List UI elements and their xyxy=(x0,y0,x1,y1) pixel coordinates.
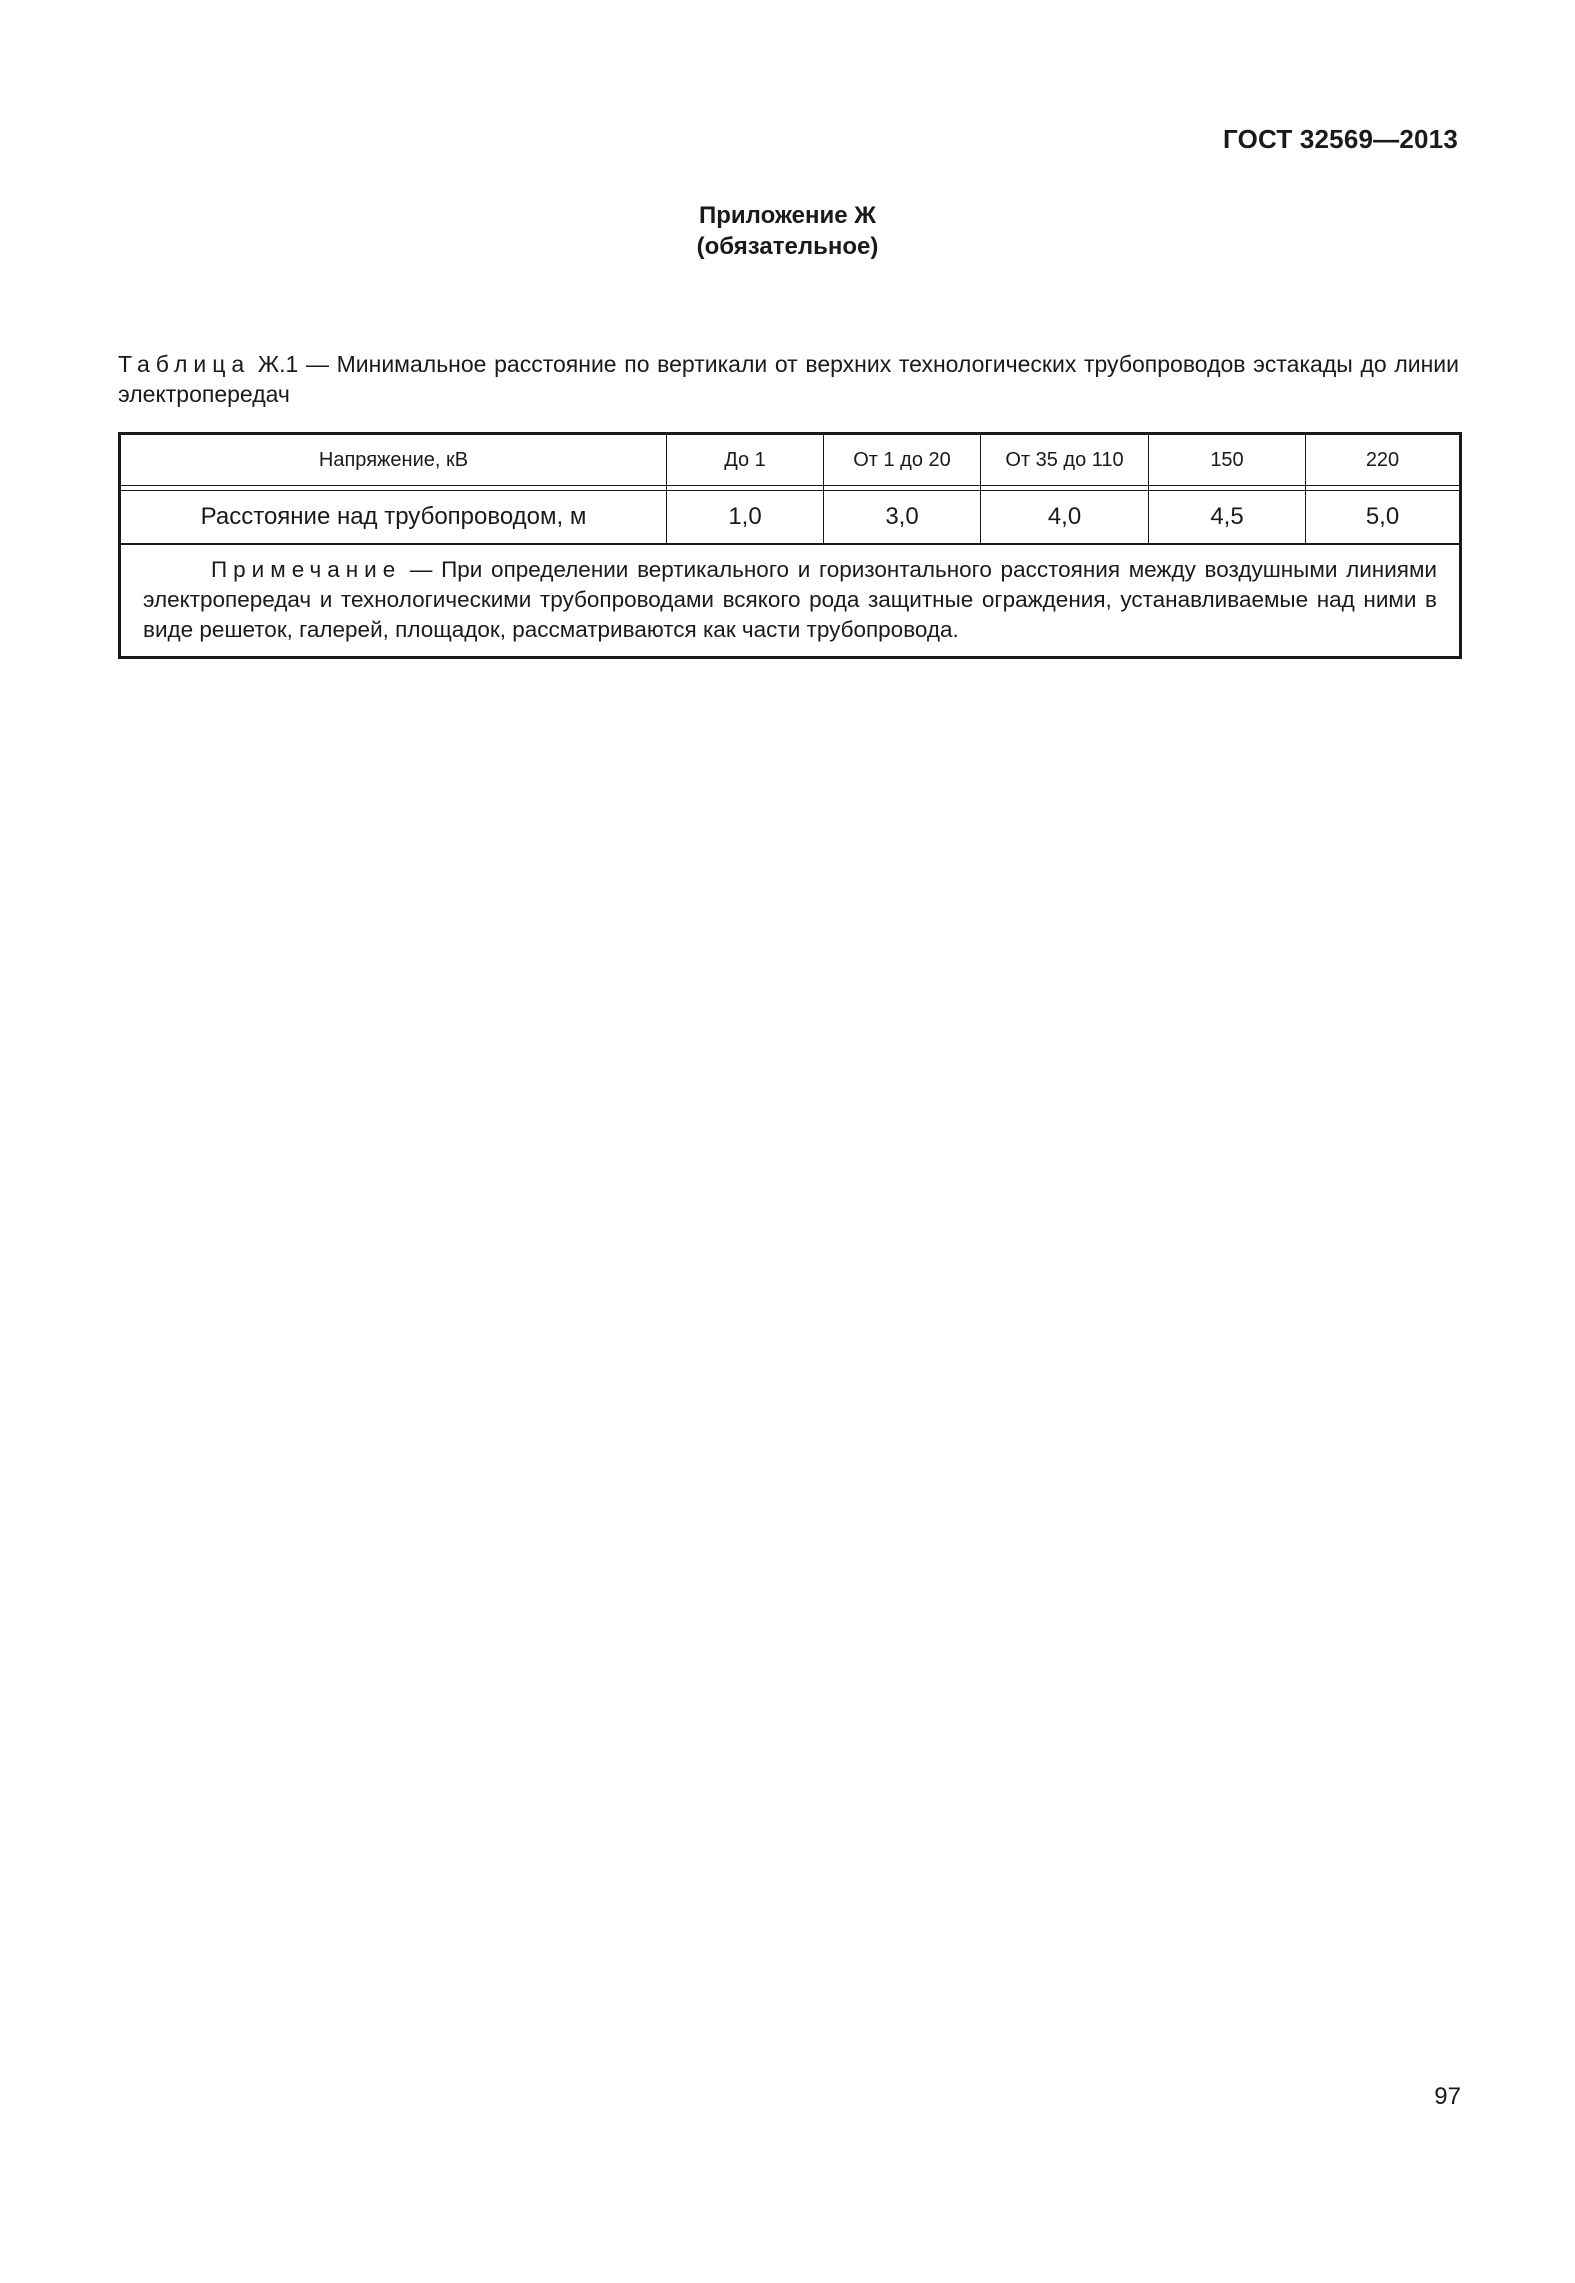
header-cell: 220 xyxy=(1306,434,1461,486)
value-label-cell: Расстояние над трубопроводом, м xyxy=(120,491,667,545)
note-label: Примечание xyxy=(211,557,402,582)
value-cell: 4,0 xyxy=(981,491,1149,545)
table-note-row xyxy=(120,544,1461,658)
value-cell: 5,0 xyxy=(1306,491,1461,545)
document-code: ГОСТ 32569—2013 xyxy=(1223,124,1458,154)
table-note xyxy=(120,544,1461,658)
appendix-heading xyxy=(0,200,1575,262)
header-label-cell: Напряжение, кВ xyxy=(120,434,667,486)
page-number: 97 xyxy=(1434,2083,1461,2110)
value-cell: 1,0 xyxy=(667,491,824,545)
header-cell: От 1 до 20 xyxy=(824,434,981,486)
voltage-distance-table xyxy=(118,432,1462,659)
value-cell: 4,5 xyxy=(1149,491,1306,545)
table-header-row xyxy=(120,434,1461,486)
table-value-row xyxy=(120,491,1461,545)
header-cell: До 1 xyxy=(667,434,824,486)
table-caption-label: Таблица xyxy=(118,351,251,377)
header-cell: От 35 до 110 xyxy=(981,434,1149,486)
table-caption xyxy=(118,349,1459,409)
table-caption-text: Ж.1 — Минимальное расстояние по вертикали от верхних технологических трубопроводов эстакады до линии электропередач xyxy=(118,351,1459,407)
appendix-subtitle: (обязательное) xyxy=(696,233,879,260)
appendix-title: Приложение Ж xyxy=(699,202,876,229)
value-cell: 3,0 xyxy=(824,491,981,545)
note-text: — При определении вертикального и горизонтального расстояния между воздушными линиями электропередач и технологическими трубопроводами всякого рода защитные ограждения, устанавливаемые над ними в виде решеток, галерей, площадок, рассматриваются как части трубопровода. xyxy=(143,557,1437,642)
header-cell: 150 xyxy=(1149,434,1306,486)
